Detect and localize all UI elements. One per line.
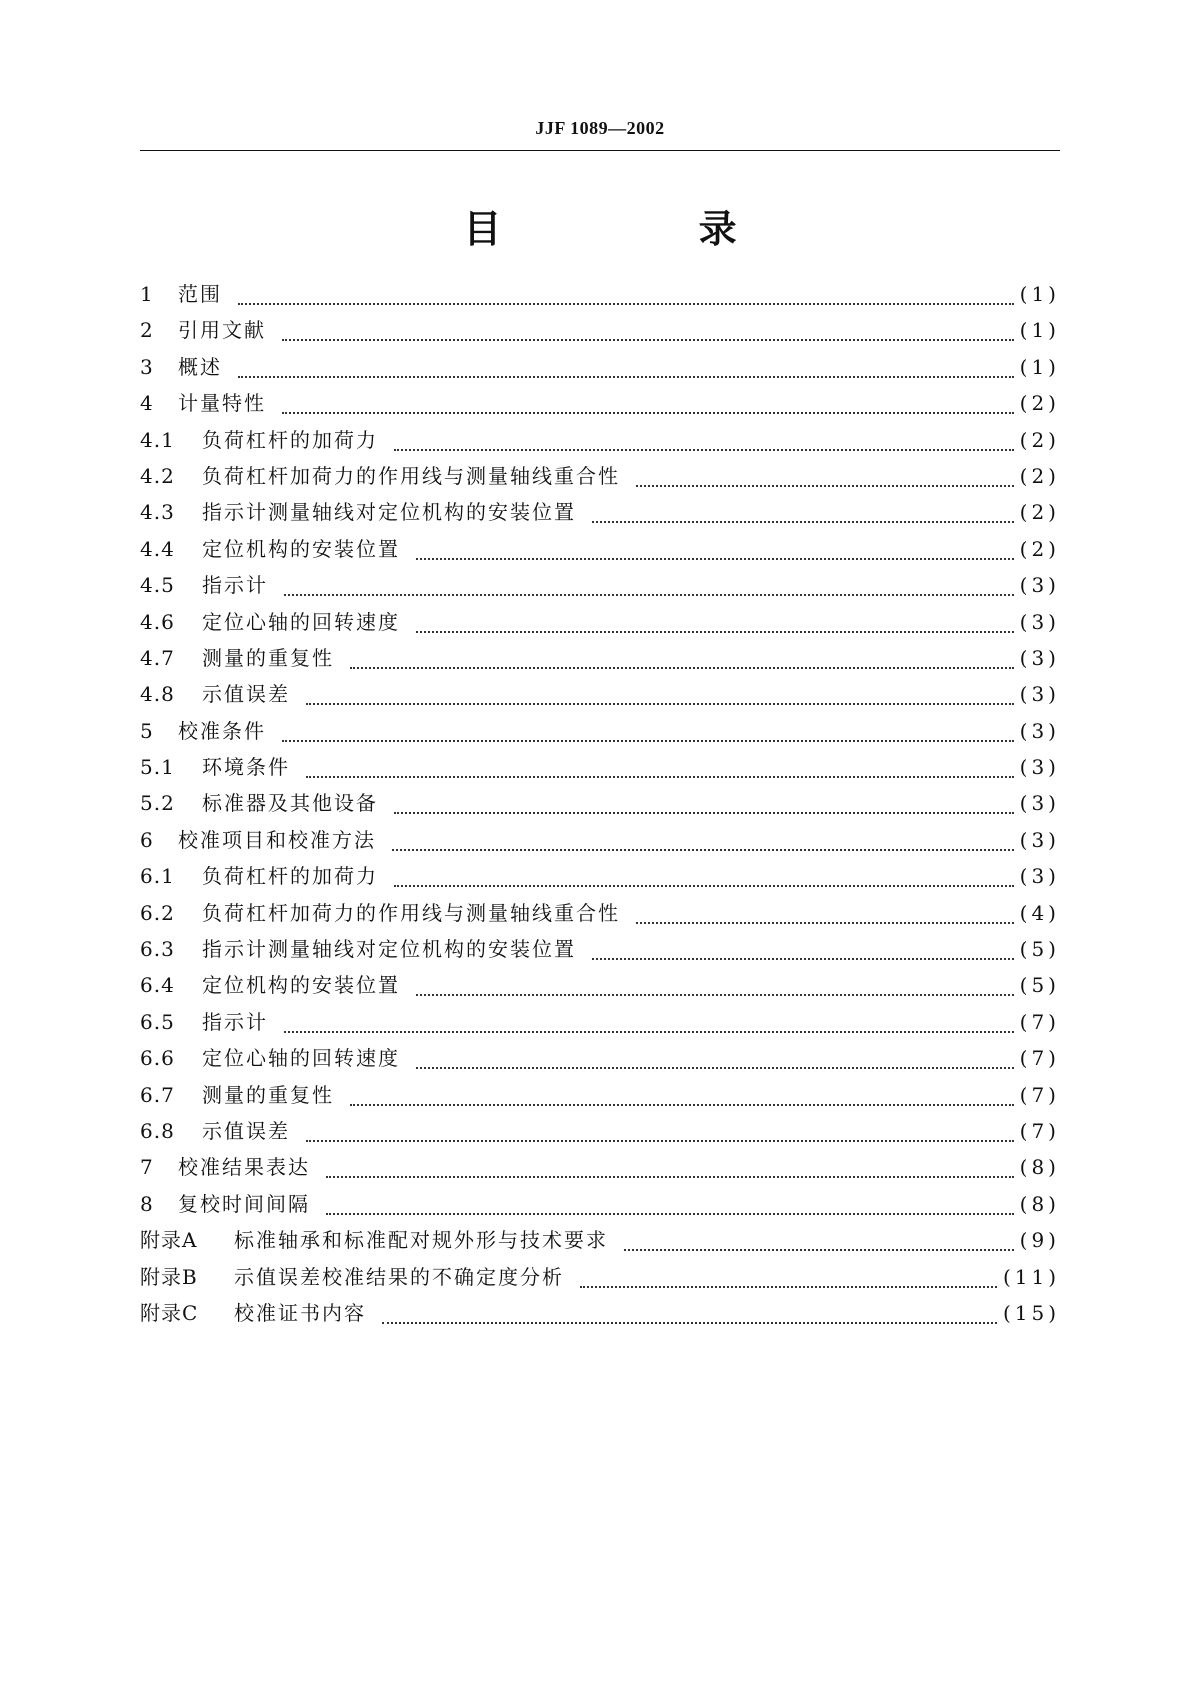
toc-entry-page-number: (3) [1019,609,1060,634]
toc-entry-title: 引用文献 [178,318,266,343]
toc-entry[interactable] [140,933,1060,969]
toc-dot-leader [416,974,1014,996]
toc-entry[interactable] [140,569,1060,605]
toc-dot-leader [394,865,1014,887]
toc-entry-number: 5.2 [140,791,175,816]
toc-dot-leader [592,501,1014,523]
toc-entry-number: 6.2 [140,900,175,925]
toc-dot-leader [238,356,1014,378]
toc-entry-page-number: (7) [1019,1118,1060,1143]
toc-entry-number: 4.6 [140,609,175,634]
toc-entry[interactable] [140,606,1060,642]
toc-entry-page-number: (9) [1019,1228,1060,1253]
toc-entry-page-number: (3) [1019,755,1060,780]
toc-entry-number: 5.1 [140,755,175,780]
toc-entry-title: 校准结果表达 [178,1155,310,1180]
toc-dot-leader [394,429,1014,451]
toc-dot-leader [238,283,1014,305]
toc-dot-leader [282,392,1014,414]
toc-dot-leader [350,647,1014,669]
toc-entry-number: 3 [140,354,154,379]
toc-entry-number: 2 [140,318,154,343]
toc-entry-number: 附录A [140,1228,198,1253]
toc-dot-leader [580,1266,997,1288]
page-title: 目 录 [463,207,829,251]
toc-entry-title: 指示计 [202,573,268,598]
toc-entry[interactable] [140,1115,1060,1151]
toc-entry[interactable] [140,533,1060,569]
toc-entry[interactable] [140,1006,1060,1042]
toc-entry-number: 4.7 [140,645,175,670]
toc-dot-leader [284,1011,1014,1033]
toc-entry-page-number: (3) [1019,827,1060,852]
toc-entry-title: 校准项目和校准方法 [178,827,376,852]
toc-dot-leader [306,1120,1014,1142]
toc-entry-title: 校准证书内容 [234,1300,366,1325]
toc-entry[interactable] [140,278,1060,314]
toc-entry-title: 示值误差校准结果的不确定度分析 [234,1264,564,1289]
toc-entry-title: 环境条件 [202,755,290,780]
toc-entry-number: 6.8 [140,1118,175,1143]
toc-entry-page-number: (15) [1002,1300,1060,1325]
toc-dot-leader [636,902,1014,924]
toc-entry[interactable] [140,1151,1060,1187]
toc-entry-title: 标准轴承和标准配对规外形与技术要求 [234,1228,608,1253]
toc-entry-page-number: (2) [1019,536,1060,561]
toc-entry-title: 范围 [178,282,222,306]
toc-entry[interactable] [140,897,1060,933]
toc-dot-leader [326,1156,1014,1178]
toc-entry[interactable] [140,1297,1060,1333]
toc-entry-number: 4.1 [140,427,175,452]
toc-entry-page-number: (1) [1019,282,1060,306]
toc-entry-page-number: (3) [1019,864,1060,889]
toc-entry[interactable] [140,678,1060,714]
toc-dot-leader [306,683,1014,705]
toc-entry-number: 4.2 [140,463,175,488]
toc-entry-title: 校准条件 [178,718,266,743]
toc-entry-number: 4.3 [140,500,175,525]
toc-dot-leader [416,538,1014,560]
toc-entry[interactable] [140,715,1060,751]
toc-entry-number: 4 [140,391,154,416]
toc-entry-number: 附录C [140,1300,199,1325]
toc-entry-number: 6.6 [140,1046,175,1071]
toc-entry[interactable] [140,1261,1060,1297]
toc-entry[interactable] [140,787,1060,823]
toc-entry[interactable] [140,642,1060,678]
toc-entry-page-number: (2) [1019,500,1060,525]
toc-entry[interactable] [140,460,1060,496]
toc-entry-number: 7 [140,1155,154,1180]
toc-dot-leader [624,1229,1014,1251]
toc-entry-number: 6.4 [140,973,175,998]
toc-entry-page-number: (3) [1019,573,1060,598]
toc-entry[interactable] [140,1042,1060,1078]
toc-entry-title: 测量的重复性 [202,645,334,670]
toc-entry-number: 4.5 [140,573,175,598]
toc-entry-title: 指示计 [202,1009,268,1034]
toc-entry-title: 负荷杠杆加荷力的作用线与测量轴线重合性 [202,900,620,925]
toc-entry-page-number: (4) [1019,900,1060,925]
toc-dot-leader [592,938,1014,960]
toc-entry[interactable] [140,1079,1060,1115]
document-code-header: JJF 1089—2002 [535,118,665,138]
toc-entry-title: 定位机构的安装位置 [202,973,400,998]
toc-entry-page-number: (5) [1019,937,1060,962]
toc-entry-title: 负荷杠杆的加荷力 [202,864,378,889]
toc-entry-title: 定位心轴的回转速度 [202,609,400,634]
toc-entry[interactable] [140,424,1060,460]
toc-entry-title: 标准器及其他设备 [202,791,378,816]
toc-entry-page-number: (1) [1019,318,1060,343]
toc-entry-page-number: (2) [1019,391,1060,416]
toc-dot-leader [326,1193,1014,1215]
toc-entry-number: 6.3 [140,937,175,962]
toc-entry-title: 定位机构的安装位置 [202,536,400,561]
toc-entry-number: 5 [140,718,154,743]
toc-entry-title: 定位心轴的回转速度 [202,1046,400,1071]
toc-entry-page-number: (7) [1019,1046,1060,1071]
toc-dot-leader [416,611,1014,633]
toc-entry[interactable] [140,969,1060,1005]
toc-entry-title: 复校时间间隔 [178,1191,310,1216]
header-rule [140,150,1060,151]
toc-dot-leader [636,465,1014,487]
toc-entry[interactable] [140,496,1060,532]
toc-entry-page-number: (3) [1019,718,1060,743]
toc-entry[interactable] [140,387,1060,423]
toc-entry-title: 负荷杠杆加荷力的作用线与测量轴线重合性 [202,463,620,488]
toc-entry-number: 6.7 [140,1082,175,1107]
toc-entry-number: 附录B [140,1264,198,1289]
toc-dot-leader [284,574,1014,596]
toc-entry[interactable] [140,351,1060,387]
toc-dot-leader [282,319,1014,341]
toc-entry-page-number: (3) [1019,645,1060,670]
toc-entry-page-number: (7) [1019,1009,1060,1034]
toc-entry[interactable] [140,860,1060,896]
toc-entry-title: 指示计测量轴线对定位机构的安装位置 [202,937,576,962]
toc-dot-leader [392,829,1014,851]
toc-entry-number: 6 [140,827,154,852]
toc-entry-page-number: (11) [1002,1264,1060,1289]
toc-entry-page-number: (3) [1019,682,1060,707]
toc-entry-number: 6.1 [140,864,175,889]
toc-entry-number: 4.4 [140,536,175,561]
toc-entry-title: 示值误差 [202,682,290,707]
toc-entry[interactable] [140,1224,1060,1260]
toc-entry-title: 指示计测量轴线对定位机构的安装位置 [202,500,576,525]
toc-entry-title: 负荷杠杆的加荷力 [202,427,378,452]
toc-entry[interactable] [140,751,1060,787]
toc-entry-title: 计量特性 [178,391,266,416]
toc-entry-number: 1 [140,282,154,306]
toc-entry-page-number: (5) [1019,973,1060,998]
toc-entry-title: 示值误差 [202,1118,290,1143]
toc-entry-page-number: (3) [1019,791,1060,816]
toc-entry-page-number: (8) [1019,1155,1060,1180]
toc-dot-leader [416,1047,1014,1069]
toc-dot-leader [306,756,1014,778]
toc-dot-leader [394,792,1014,814]
toc-entry-page-number: (2) [1019,427,1060,452]
toc-dot-leader [350,1084,1014,1106]
toc-entry[interactable] [140,1188,1060,1224]
toc-entry-number: 4.8 [140,682,175,707]
toc-entry-page-number: (7) [1019,1082,1060,1107]
toc-entry[interactable] [140,314,1060,350]
toc-dot-leader [382,1302,997,1324]
toc-entry[interactable] [140,824,1060,860]
toc-entry-title: 测量的重复性 [202,1082,334,1107]
table-of-contents [140,278,1060,1333]
toc-entry-page-number: (1) [1019,354,1060,379]
toc-entry-number: 8 [140,1191,154,1216]
toc-entry-page-number: (8) [1019,1191,1060,1216]
toc-dot-leader [282,720,1014,742]
toc-entry-page-number: (2) [1019,463,1060,488]
toc-entry-number: 6.5 [140,1009,175,1034]
toc-entry-title: 概述 [178,354,222,379]
